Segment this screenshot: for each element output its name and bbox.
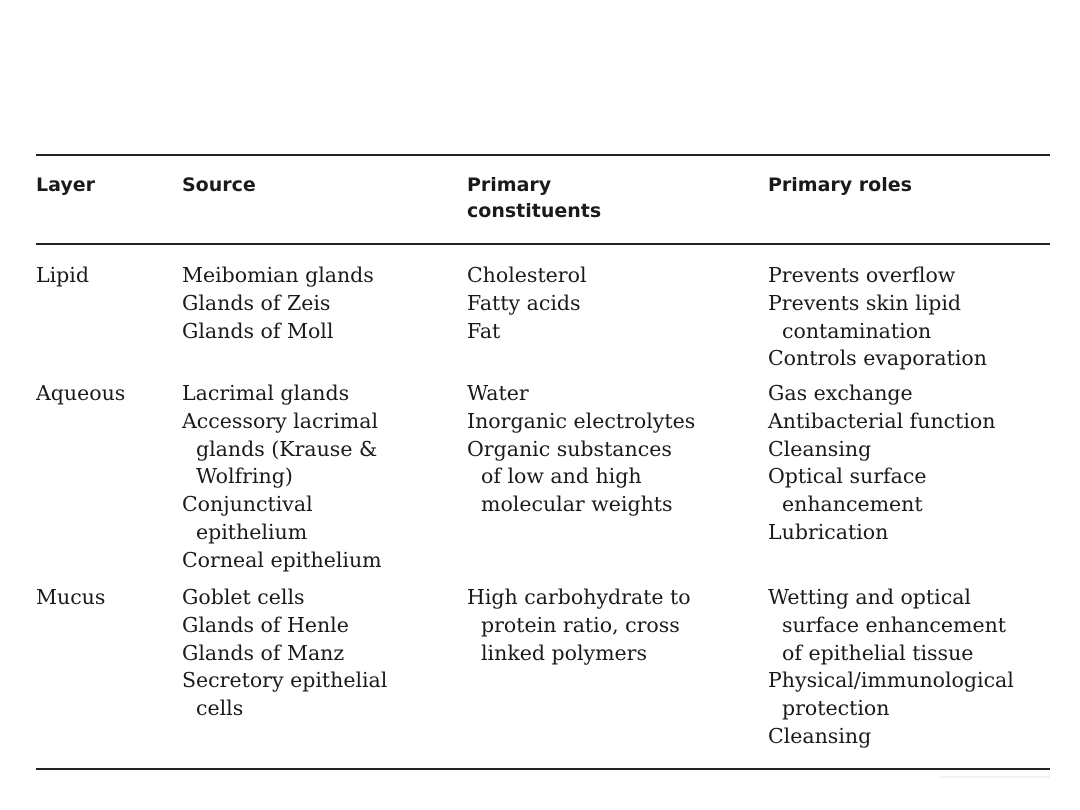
- role-line: Physical/immunological: [768, 668, 1014, 693]
- source-line: glands (Krause &: [196, 436, 378, 461]
- row-mucus-source: [182, 584, 462, 723]
- role-line: protection: [782, 696, 890, 721]
- role-line: Prevents overflow: [768, 263, 956, 287]
- row-mucus-roles: [768, 584, 1058, 751]
- row-lipid-source: [182, 262, 462, 345]
- row-mucus-constituents: [467, 584, 762, 667]
- layer-name: Lipid: [36, 263, 89, 287]
- header-source: [182, 172, 462, 198]
- header-constituents-line: constituents: [467, 200, 602, 222]
- source-line: cells: [196, 696, 244, 721]
- source-line: Glands of Moll: [182, 318, 334, 343]
- source-line: Wolfring): [196, 464, 293, 489]
- header-roles: [768, 172, 1058, 198]
- row-aqueous-source: [182, 380, 462, 575]
- source-line: Accessory lacrimal: [182, 408, 379, 433]
- header-source-label: Source: [182, 174, 256, 196]
- role-line: Prevents skin lipid: [768, 290, 962, 315]
- source-line: Glands of Manz: [182, 640, 345, 665]
- source-line: Meibomian glands: [182, 263, 374, 287]
- role-line: Optical surface: [768, 464, 927, 489]
- source-line: Goblet cells: [182, 585, 305, 609]
- row-aqueous-roles: [768, 380, 1058, 547]
- role-line: Controls evaporation: [768, 346, 987, 371]
- header-layer-label: Layer: [36, 174, 95, 196]
- role-line: Wetting and optical: [768, 585, 971, 609]
- table-top-rule: [36, 154, 1050, 156]
- role-line: Antibacterial function: [768, 408, 996, 433]
- role-line: Cleansing: [768, 436, 872, 461]
- constituent-line: of low and high: [481, 464, 642, 489]
- role-line: surface enhancement: [782, 612, 1007, 637]
- role-line: Lubrication: [768, 519, 889, 544]
- source-line: Glands of Henle: [182, 612, 349, 637]
- row-aqueous-layer: [36, 380, 176, 408]
- constituent-line: Water: [467, 381, 529, 405]
- role-line: of epithelial tissue: [782, 640, 974, 665]
- role-line: Gas exchange: [768, 381, 913, 405]
- role-line: Cleansing: [768, 723, 872, 748]
- layer-name: Aqueous: [36, 381, 126, 405]
- source-line: Lacrimal glands: [182, 381, 350, 405]
- constituent-line: Cholesterol: [467, 263, 587, 287]
- source-line: Secretory epithelial: [182, 668, 388, 693]
- role-line: contamination: [782, 318, 932, 343]
- header-roles-label: Primary roles: [768, 174, 912, 196]
- source-line: epithelium: [196, 519, 308, 544]
- role-line: enhancement: [782, 492, 923, 517]
- faint-divider: [940, 776, 1050, 778]
- constituent-line: High carbohydrate to: [467, 585, 691, 609]
- row-mucus-layer: [36, 584, 176, 612]
- header-constituents-line: Primary: [467, 174, 552, 196]
- constituent-line: molecular weights: [481, 492, 673, 517]
- constituent-line: linked polymers: [481, 640, 648, 665]
- header-layer: [36, 172, 176, 198]
- layer-name: Mucus: [36, 585, 106, 609]
- header-rule: [36, 243, 1050, 245]
- row-lipid-constituents: [467, 262, 762, 345]
- header-constituents: [467, 172, 762, 224]
- constituent-line: Fat: [467, 318, 501, 343]
- constituent-line: Fatty acids: [467, 290, 581, 315]
- row-lipid-roles: [768, 262, 1058, 373]
- table-bottom-rule: [36, 768, 1050, 770]
- row-aqueous-constituents: [467, 380, 762, 519]
- source-line: Corneal epithelium: [182, 547, 382, 572]
- source-line: Glands of Zeis: [182, 290, 331, 315]
- row-lipid-layer: [36, 262, 176, 290]
- constituent-line: Inorganic electrolytes: [467, 408, 696, 433]
- source-line: Conjunctival: [182, 492, 313, 517]
- constituent-line: Organic substances: [467, 436, 672, 461]
- constituent-line: protein ratio, cross: [481, 612, 680, 637]
